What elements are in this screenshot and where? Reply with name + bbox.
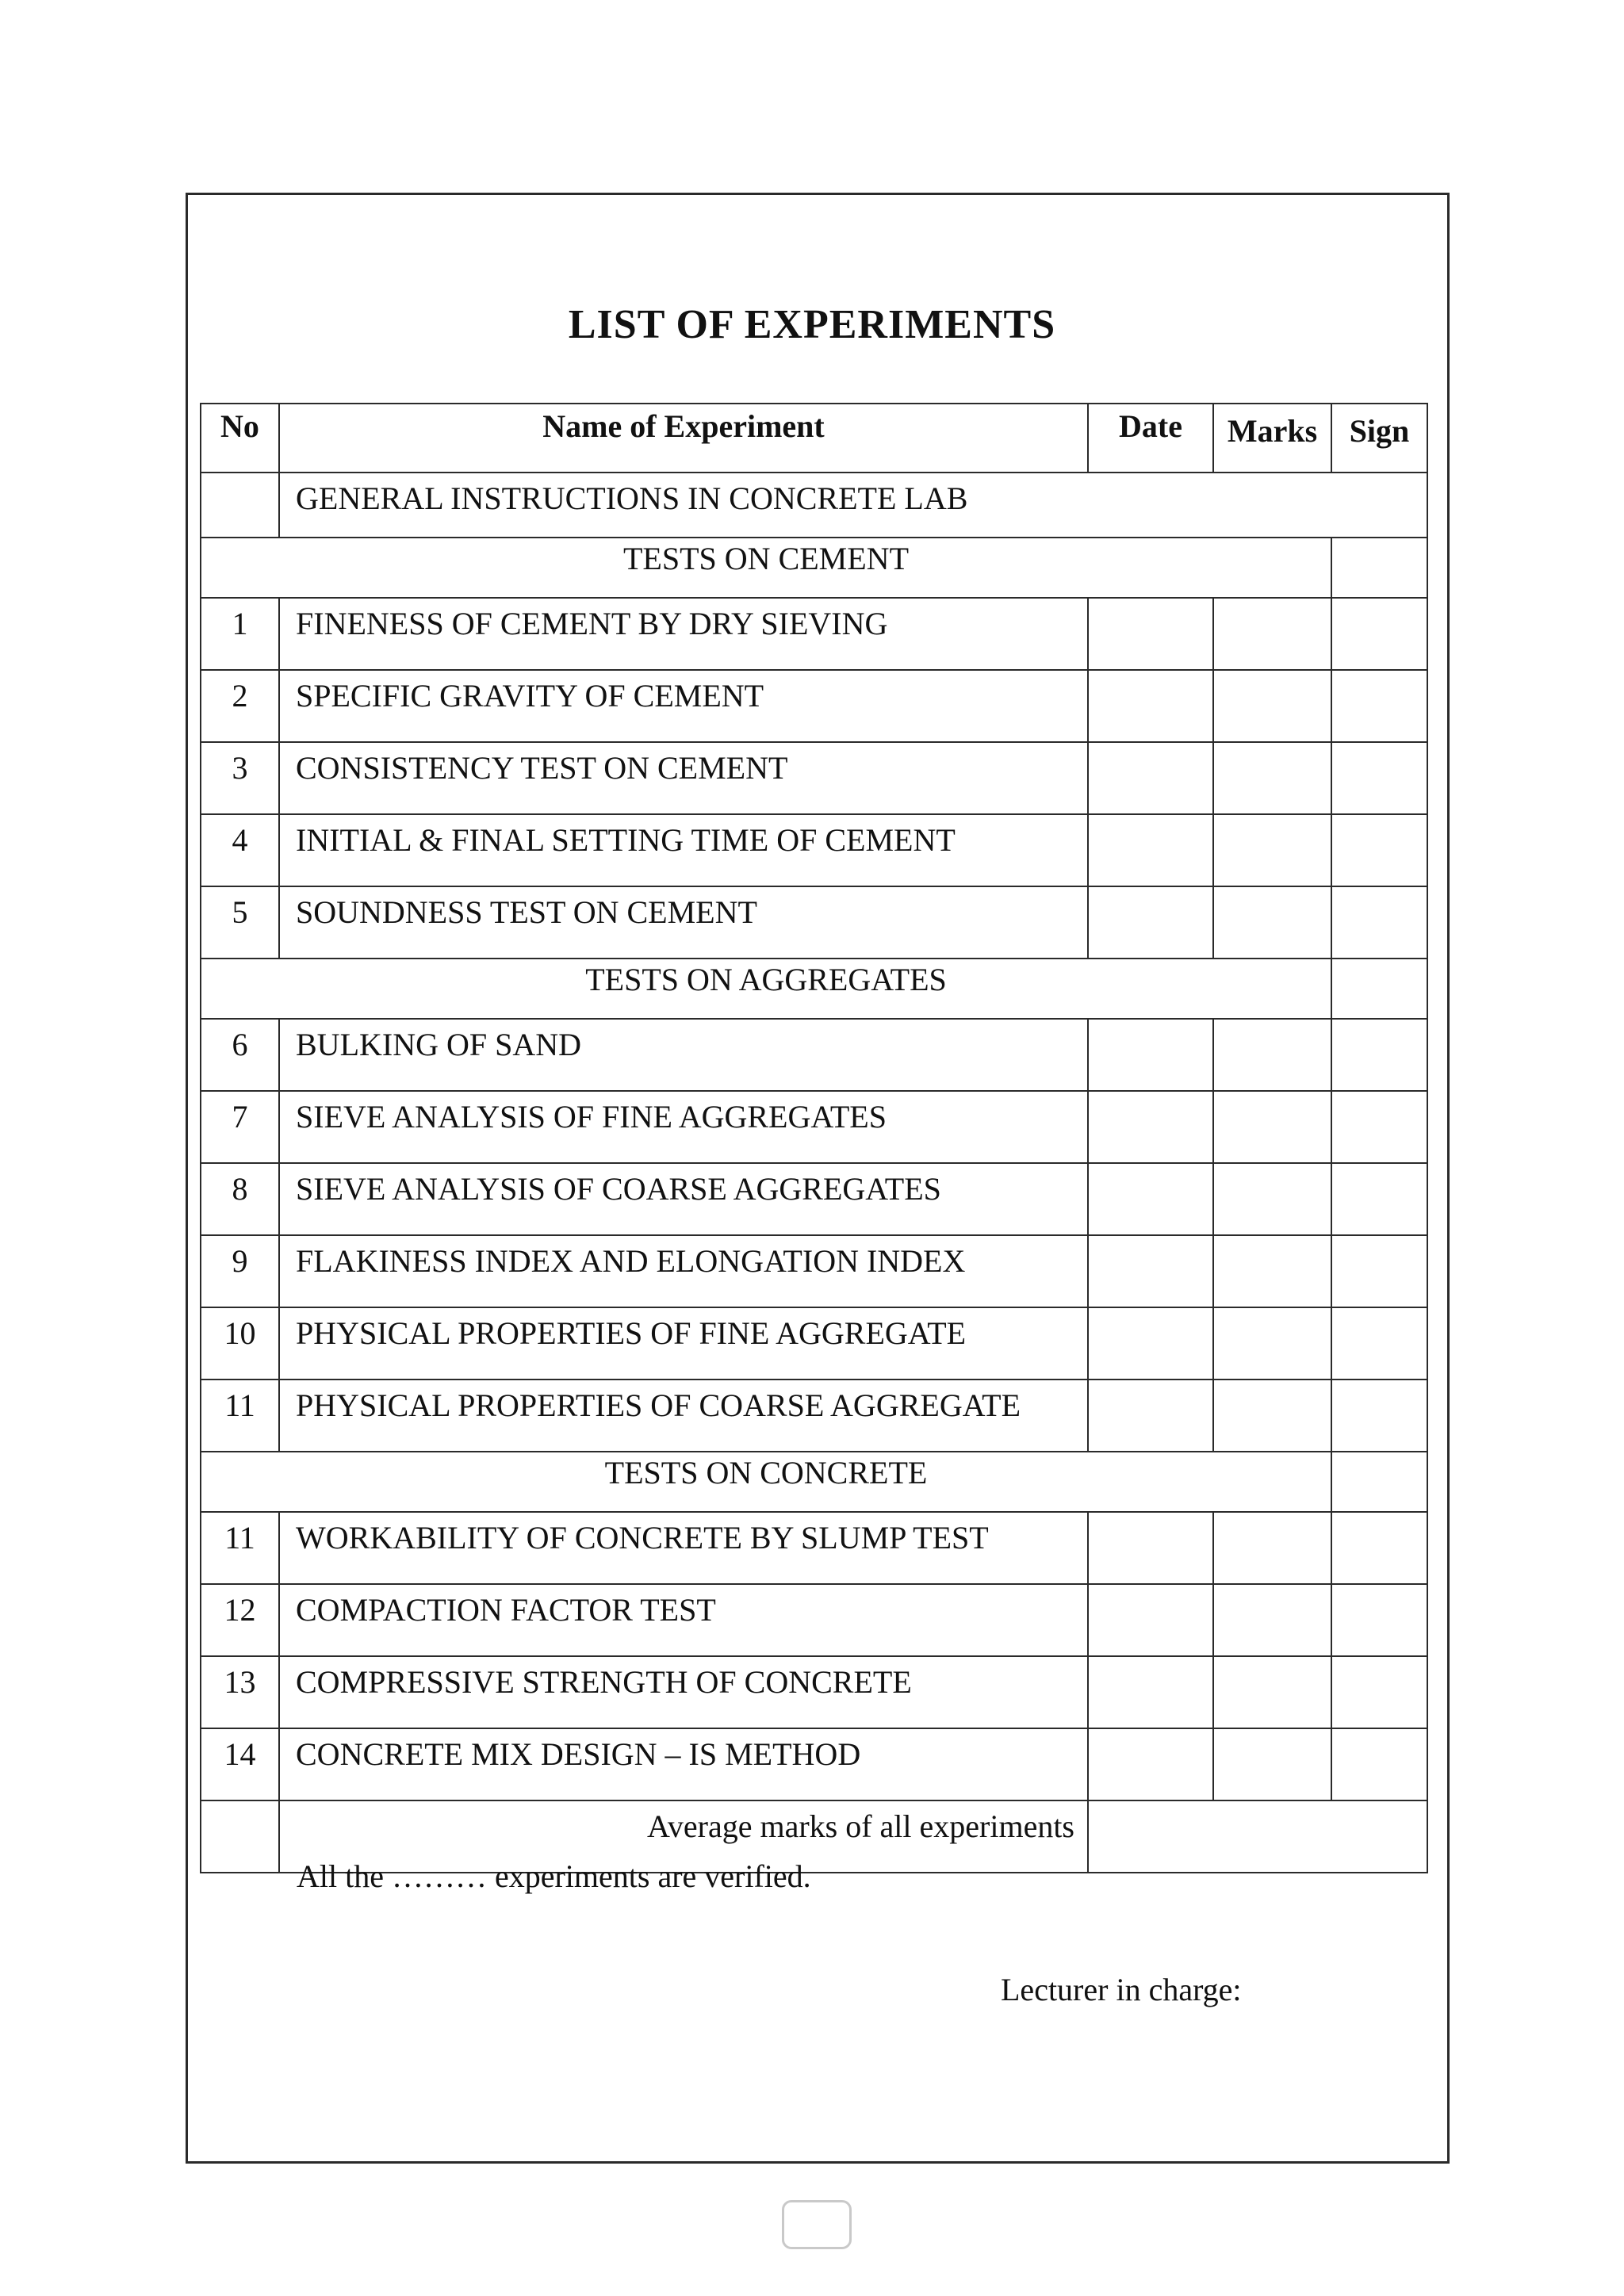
- average-marks-label: Average marks of all experiments: [279, 1800, 1088, 1873]
- experiment-number: 12: [201, 1584, 279, 1656]
- table-row: [201, 1235, 1427, 1307]
- header-date: Date: [1088, 404, 1213, 473]
- experiment-name: WORKABILITY OF CONCRETE BY SLUMP TEST: [279, 1512, 1088, 1584]
- experiment-number: 5: [201, 886, 279, 959]
- date-cell[interactable]: [1088, 1380, 1213, 1452]
- section-title: TESTS ON AGGREGATES: [201, 959, 1331, 1019]
- section-title: TESTS ON CEMENT: [201, 538, 1331, 598]
- table-row: [201, 1307, 1427, 1380]
- general-instructions-row: [201, 473, 1427, 538]
- table-row: [201, 814, 1427, 886]
- marks-cell[interactable]: [1213, 1019, 1331, 1091]
- sign-cell[interactable]: [1331, 598, 1427, 670]
- table-row: [201, 598, 1427, 670]
- table-row: [201, 1380, 1427, 1452]
- date-cell[interactable]: [1088, 1728, 1213, 1800]
- section-header-row: [201, 959, 1427, 1019]
- experiment-number: 10: [201, 1307, 279, 1380]
- experiment-name: CONSISTENCY TEST ON CEMENT: [279, 742, 1088, 814]
- experiment-name: COMPRESSIVE STRENGTH OF CONCRETE: [279, 1656, 1088, 1728]
- section-sign-cell[interactable]: [1331, 1452, 1427, 1512]
- experiment-name: PHYSICAL PROPERTIES OF FINE AGGREGATE: [279, 1307, 1088, 1380]
- general-instructions-text: GENERAL INSTRUCTIONS IN CONCRETE LAB: [279, 473, 1427, 538]
- table-row: [201, 742, 1427, 814]
- experiment-number: 7: [201, 1091, 279, 1163]
- marks-cell[interactable]: [1213, 1307, 1331, 1380]
- table-row: [201, 670, 1427, 742]
- experiment-number: 1: [201, 598, 279, 670]
- experiment-name: SIEVE ANALYSIS OF COARSE AGGREGATES: [279, 1163, 1088, 1235]
- experiment-number: 14: [201, 1728, 279, 1800]
- experiment-name: SPECIFIC GRAVITY OF CEMENT: [279, 670, 1088, 742]
- average-no-cell: [201, 1800, 279, 1873]
- marks-cell[interactable]: [1213, 1163, 1331, 1235]
- experiment-name: INITIAL & FINAL SETTING TIME OF CEMENT: [279, 814, 1088, 886]
- sign-cell[interactable]: [1331, 1235, 1427, 1307]
- header-sign: Sign: [1331, 404, 1427, 473]
- marks-cell[interactable]: [1213, 1512, 1331, 1584]
- marks-cell[interactable]: [1213, 1656, 1331, 1728]
- marks-cell[interactable]: [1213, 814, 1331, 886]
- section-header-row: [201, 1452, 1427, 1512]
- sign-cell[interactable]: [1331, 670, 1427, 742]
- sign-cell[interactable]: [1331, 886, 1427, 959]
- experiment-number: 9: [201, 1235, 279, 1307]
- marks-cell[interactable]: [1213, 670, 1331, 742]
- average-marks-cell[interactable]: [1088, 1800, 1427, 1873]
- date-cell[interactable]: [1088, 1163, 1213, 1235]
- date-cell[interactable]: [1088, 742, 1213, 814]
- table-row: [201, 1512, 1427, 1584]
- experiment-number: 11: [201, 1380, 279, 1452]
- date-cell[interactable]: [1088, 814, 1213, 886]
- experiment-name: SOUNDNESS TEST ON CEMENT: [279, 886, 1088, 959]
- marks-cell[interactable]: [1213, 742, 1331, 814]
- section-title: TESTS ON CONCRETE: [201, 1452, 1331, 1512]
- table-row: [201, 1728, 1427, 1800]
- verification-note: All the ……… experiments are verified.: [297, 1858, 811, 1894]
- date-cell[interactable]: [1088, 598, 1213, 670]
- experiment-name: BULKING OF SAND: [279, 1019, 1088, 1091]
- experiment-number: 6: [201, 1019, 279, 1091]
- sign-cell[interactable]: [1331, 814, 1427, 886]
- experiment-name: FLAKINESS INDEX AND ELONGATION INDEX: [279, 1235, 1088, 1307]
- table-row: [201, 1163, 1427, 1235]
- marks-cell[interactable]: [1213, 1235, 1331, 1307]
- experiment-name: CONCRETE MIX DESIGN – IS METHOD: [279, 1728, 1088, 1800]
- marks-cell[interactable]: [1213, 598, 1331, 670]
- date-cell[interactable]: [1088, 1584, 1213, 1656]
- table-row: [201, 1091, 1427, 1163]
- experiments-table: [200, 403, 1428, 1873]
- sign-cell[interactable]: [1331, 1512, 1427, 1584]
- marks-cell[interactable]: [1213, 886, 1331, 959]
- sign-cell[interactable]: [1331, 1380, 1427, 1452]
- marks-cell[interactable]: [1213, 1091, 1331, 1163]
- date-cell[interactable]: [1088, 670, 1213, 742]
- section-sign-cell[interactable]: [1331, 959, 1427, 1019]
- sign-cell[interactable]: [1331, 1728, 1427, 1800]
- experiment-name: FINENESS OF CEMENT BY DRY SIEVING: [279, 598, 1088, 670]
- section-sign-cell[interactable]: [1331, 538, 1427, 598]
- sign-cell[interactable]: [1331, 1307, 1427, 1380]
- table-row: [201, 1019, 1427, 1091]
- header-no: No: [201, 404, 279, 473]
- page-number-box: [782, 2200, 852, 2249]
- sign-cell[interactable]: [1331, 1091, 1427, 1163]
- sign-cell[interactable]: [1331, 1019, 1427, 1091]
- sign-cell[interactable]: [1331, 1163, 1427, 1235]
- sign-cell[interactable]: [1331, 1584, 1427, 1656]
- experiment-name: SIEVE ANALYSIS OF FINE AGGREGATES: [279, 1091, 1088, 1163]
- experiment-number: 8: [201, 1163, 279, 1235]
- experiment-number: 3: [201, 742, 279, 814]
- experiment-number: 11: [201, 1512, 279, 1584]
- table-row: [201, 1584, 1427, 1656]
- date-cell[interactable]: [1088, 886, 1213, 959]
- section-header-row: [201, 538, 1427, 598]
- experiment-name: COMPACTION FACTOR TEST: [279, 1584, 1088, 1656]
- general-no-cell: [201, 473, 279, 538]
- experiment-number: 4: [201, 814, 279, 886]
- sign-cell[interactable]: [1331, 1656, 1427, 1728]
- lecturer-in-charge-label: Lecturer in charge:: [1001, 1972, 1242, 2007]
- date-cell[interactable]: [1088, 1235, 1213, 1307]
- experiment-number: 13: [201, 1656, 279, 1728]
- header-marks: Marks: [1213, 404, 1331, 473]
- date-cell[interactable]: [1088, 1091, 1213, 1163]
- page-title: LIST OF EXPERIMENTS: [568, 302, 1056, 347]
- marks-cell[interactable]: [1213, 1380, 1331, 1452]
- table-row: [201, 1656, 1427, 1728]
- header-name: Name of Experiment: [279, 404, 1088, 473]
- table-header-row: [201, 404, 1427, 473]
- date-cell[interactable]: [1088, 1019, 1213, 1091]
- date-cell[interactable]: [1088, 1512, 1213, 1584]
- table-row: [201, 886, 1427, 959]
- marks-cell[interactable]: [1213, 1728, 1331, 1800]
- marks-cell[interactable]: [1213, 1584, 1331, 1656]
- experiment-number: 2: [201, 670, 279, 742]
- experiment-name: PHYSICAL PROPERTIES OF COARSE AGGREGATE: [279, 1380, 1088, 1452]
- date-cell[interactable]: [1088, 1307, 1213, 1380]
- date-cell[interactable]: [1088, 1656, 1213, 1728]
- sign-cell[interactable]: [1331, 742, 1427, 814]
